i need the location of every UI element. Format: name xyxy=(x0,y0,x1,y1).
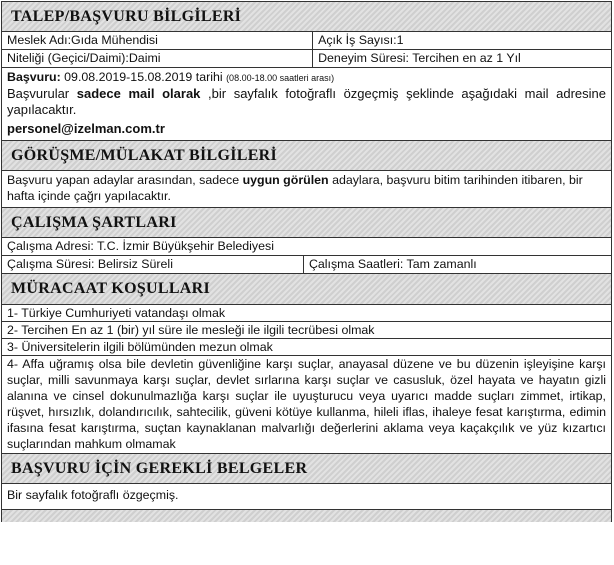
calisma-saatleri: Çalışma Saatleri: Tam zamanlı xyxy=(303,256,611,274)
muracaat-item-3: 3- Üniversitelerin ilgili bölümünden mezun olmak xyxy=(1,338,612,355)
next-section-heading-partial xyxy=(1,510,612,522)
basvuru-text-2: ,bir sayfalık fotoğraflı özgeçmiş şeklinde aşağıdaki mail adresine yapılacaktır. xyxy=(7,86,606,117)
job-posting-document xyxy=(1,1,612,522)
calisma-suresi: Çalışma Süresi: Belirsiz Süreli xyxy=(2,256,304,274)
acik-is-sayisi: Açık İş Sayısı:1 xyxy=(313,32,612,50)
gorusme-text-bold: uygun görülen xyxy=(242,173,329,187)
gorusme-block xyxy=(1,170,612,207)
belgeler-block: Bir sayfalık fotoğraflı özgeçmiş. xyxy=(1,483,612,510)
section-heading-talep: TALEP/BAŞVURU BİLGİLERİ xyxy=(1,1,612,31)
basvuru-hours: (08.00-18.00 saatleri arası) xyxy=(226,73,335,83)
contact-email[interactable]: personel@izelman.com.tr xyxy=(7,121,165,136)
section-heading-belgeler: BAŞVURU İÇİN GEREKLİ BELGELER xyxy=(1,453,612,483)
muracaat-item-1: 1- Türkiye Cumhuriyeti vatandaşı olmak xyxy=(1,304,612,321)
niteligi: Niteliği (Geçici/Daimi):Daimi xyxy=(2,50,313,68)
section-heading-calisma: ÇALIŞMA ŞARTLARI xyxy=(1,207,612,237)
basvuru-block xyxy=(1,68,612,140)
basvuru-label: Başvuru: xyxy=(7,70,61,84)
section-heading-muracaat: MÜRACAAT KOŞULLARI xyxy=(1,274,612,304)
meslek-adi: Meslek Adı:Gıda Mühendisi xyxy=(2,32,313,50)
gorusme-text-1: Başvuru yapan adaylar arasından, sadece xyxy=(7,173,243,187)
section-heading-gorusme: GÖRÜŞME/MÜLAKAT BİLGİLERİ xyxy=(1,140,612,170)
deneyim-suresi: Deneyim Süresi: Tercihen en az 1 Yıl xyxy=(313,50,612,68)
calisma-table xyxy=(1,237,612,274)
basvuru-dates-line xyxy=(7,69,606,86)
basvuru-text-1: Başvurular xyxy=(7,86,77,101)
talep-table xyxy=(1,31,612,68)
calisma-adresi: Çalışma Adresi: T.C. İzmir Büyükşehir Belediyesi xyxy=(2,238,612,256)
basvuru-text-bold: sadece mail olarak xyxy=(76,86,201,101)
muracaat-item-2: 2- Tercihen En az 1 (bir) yıl süre ile mesleği ile ilgili tecrübesi olmak xyxy=(1,321,612,338)
basvuru-instructions xyxy=(7,86,606,118)
basvuru-dates: 09.08.2019-15.08.2019 tarihi xyxy=(60,70,227,84)
gorusme-text-2: adaylara, başvuru bitim tarihinden itibaren, bir hafta içinde çağrı yapılacaktır. xyxy=(7,173,583,203)
muracaat-item-4: 4- Affa uğramış olsa bile devletin güvenliğine karşı suçlar, anayasal düzene ve bu düzenin işleyişine karşı suçlar, milli savunmaya karşı suçlar, devlet sırlarına karşı suçlar ve casusluk, özel hayata ve hayatın gizli alanına ve cinsel dokunulmazlığa karşı suçlar ile uyuşturucu veya uyarıcı madde suçları zimmet, irtikap, rüşvet, hırsızlık, dolandırıcılık, sahtecilik, güveni kötüye kullanma, hileli iflas, ihaleye fesat karıştırma, edimin ifasına fesat karıştırma, suçtan kaynaklanan malvarlığı değerlerini aklama veya kaçakçılık ve yüz kızartıcı suçlarından mahkum olmamak xyxy=(1,355,612,453)
